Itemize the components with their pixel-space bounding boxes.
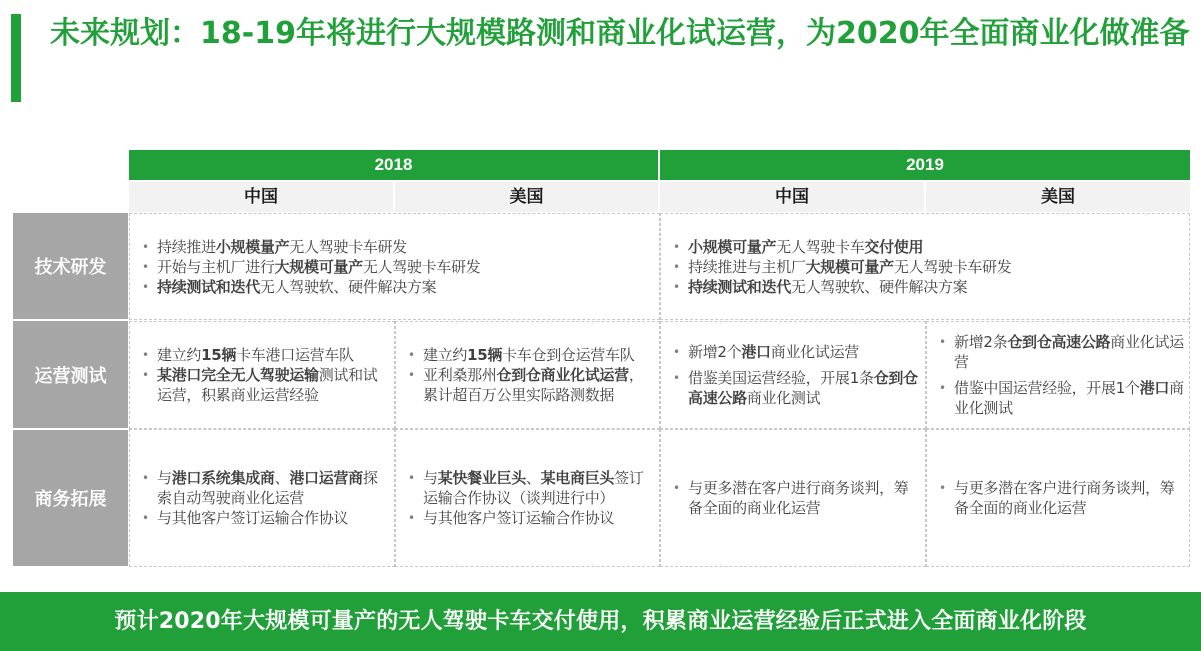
text: 与 [157, 469, 172, 487]
text: 无人驾驶卡车研发 [893, 257, 1012, 276]
bullet-item [669, 478, 921, 518]
text: 、 [525, 469, 541, 487]
cell-ops-2019-china [660, 321, 926, 429]
text: 测试和试运营，积累商业运营经验 [157, 366, 378, 404]
country-header-2019-usa: 美国 [926, 182, 1190, 212]
text: 新增2条 [954, 333, 1008, 351]
bold-text: 小规模量产 [215, 237, 290, 256]
text: 与其他客户签订运输合作协议 [423, 509, 615, 527]
country-header-2019-china: 中国 [660, 182, 924, 212]
bullet-item [669, 342, 921, 362]
bullet-item [138, 345, 390, 365]
bullet-list [404, 468, 655, 528]
text: 开始与主机厂进行 [157, 257, 275, 276]
bold-text: 某港口完全无人驾驶运输 [157, 366, 319, 384]
year-header-2019: 2019 [660, 150, 1190, 180]
text: 与 [423, 469, 438, 487]
text: 商业化测试 [954, 379, 1184, 417]
bullet-item [138, 508, 390, 528]
bullet-item [138, 237, 655, 257]
text: ，累计超百万公里实际路测数据 [423, 366, 644, 404]
text: 持续推进 [157, 237, 216, 256]
bold-text: 某电商巨头 [540, 469, 615, 487]
bullet-item [404, 365, 655, 405]
bullet-item [669, 277, 1185, 297]
cell-rd-2019 [660, 213, 1190, 320]
text: 探索自动驾驶商业化运营 [157, 469, 378, 507]
text: 商业化试运营 [954, 333, 1184, 371]
text: 建立约 [157, 346, 202, 364]
text: 无人驾驶软、硬件解决方案 [259, 277, 437, 296]
bullet-list [669, 478, 921, 518]
title-accent-bar [11, 14, 21, 102]
text: 签订运输合作协议（谈判进行中） [423, 469, 644, 507]
cell-biz-2019-china [660, 429, 926, 567]
row-label-ops: 运营测试 [13, 321, 128, 428]
cell-ops-2018-usa [395, 321, 660, 429]
bullet-list [138, 468, 390, 528]
text: 借鉴美国运营经验，开展1条 [688, 369, 874, 387]
row-label-biz: 商务拓展 [13, 430, 128, 566]
cell-ops-2018-china [129, 321, 395, 429]
bold-text: 15辆 [467, 346, 503, 364]
bullet-item [138, 365, 390, 405]
bullet-item [404, 345, 655, 365]
bullet-item [935, 332, 1185, 372]
cell-rd-2018 [129, 213, 660, 320]
text: 无人驾驶卡车研发 [362, 257, 481, 276]
bold-text: 大规模可量产 [274, 257, 363, 276]
text: 商业化测试 [746, 389, 821, 407]
bullet-item [404, 508, 655, 528]
bullet-item [138, 468, 390, 508]
bullet-item [138, 257, 655, 277]
bullet-item [935, 478, 1185, 518]
text: 无人驾驶软、硬件解决方案 [790, 277, 968, 296]
bullet-list [138, 345, 390, 405]
bullet-item [669, 257, 1185, 277]
bold-text: 仓到仓高速公路 [1007, 333, 1111, 351]
bullet-list [138, 237, 655, 297]
bullet-item [935, 378, 1185, 418]
cell-biz-2018-usa [395, 429, 660, 567]
bold-text: 15辆 [201, 346, 237, 364]
row-label-rd: 技术研发 [13, 213, 128, 319]
country-header-2018-china: 中国 [129, 182, 393, 212]
country-header-2018-usa: 美国 [395, 182, 658, 212]
bullet-item [138, 277, 655, 297]
year-header-2018: 2018 [129, 150, 658, 180]
bold-text: 某快餐业巨头 [437, 469, 526, 487]
text: 与其他客户签订运输合作协议 [157, 509, 349, 527]
text: 新增2个 [688, 343, 742, 361]
bold-text: 港口 [741, 343, 771, 361]
bullet-list [935, 478, 1185, 518]
bullet-list [669, 342, 921, 408]
text: 与更多潜在客户进行商务谈判，筹备全面的商业化运营 [954, 479, 1175, 517]
bold-text: 持续测试和迭代 [157, 277, 260, 296]
bold-text: 小规模可量产 [688, 237, 777, 256]
text: 借鉴中国运营经验，开展1个 [954, 379, 1140, 397]
bold-text: 港口系统集成商 [171, 469, 275, 487]
cell-biz-2018-china [129, 429, 395, 567]
bullet-item [404, 468, 655, 508]
text: 与更多潜在客户进行商务谈判，筹备全面的商业化运营 [688, 479, 909, 517]
bold-text: 仓到仓高速公路 [688, 369, 918, 407]
bullet-list [404, 345, 655, 405]
text: 建立约 [423, 346, 468, 364]
text: 无人驾驶卡车研发 [289, 237, 407, 256]
text: 无人驾驶卡车 [776, 237, 865, 256]
bullet-item [669, 368, 921, 408]
text: 商业化试运营 [770, 343, 859, 361]
bold-text: 仓到仓商业化试运营 [496, 366, 629, 384]
bold-text: 港口 [1139, 379, 1170, 397]
text: 、 [274, 469, 290, 487]
bullet-list [669, 237, 1185, 297]
bold-text: 交付使用 [864, 237, 924, 256]
bold-text: 持续测试和迭代 [688, 277, 791, 296]
bold-text: 大规模可量产 [805, 257, 894, 276]
text: 卡车仓到仓运营车队 [502, 346, 635, 364]
text: 卡车港口运营车队 [236, 346, 354, 364]
cell-ops-2019-usa [926, 321, 1190, 429]
page-title: 未来规划：18-19年将进行大规模路测和商业化试运营，为2020年全面商业化做准备 [50, 16, 1190, 51]
bullet-item [669, 237, 1185, 257]
bullet-list [935, 332, 1185, 418]
text: 持续推进与主机厂 [688, 257, 806, 276]
cell-biz-2019-usa [926, 429, 1190, 567]
text: 亚利桑那州 [423, 366, 497, 384]
footer-summary-banner: 预计2020年大规模可量产的无人驾驶卡车交付使用，积累商业运营经验后正式进入全面商业化阶段 [0, 592, 1201, 651]
bold-text: 港口运营商 [289, 469, 363, 487]
